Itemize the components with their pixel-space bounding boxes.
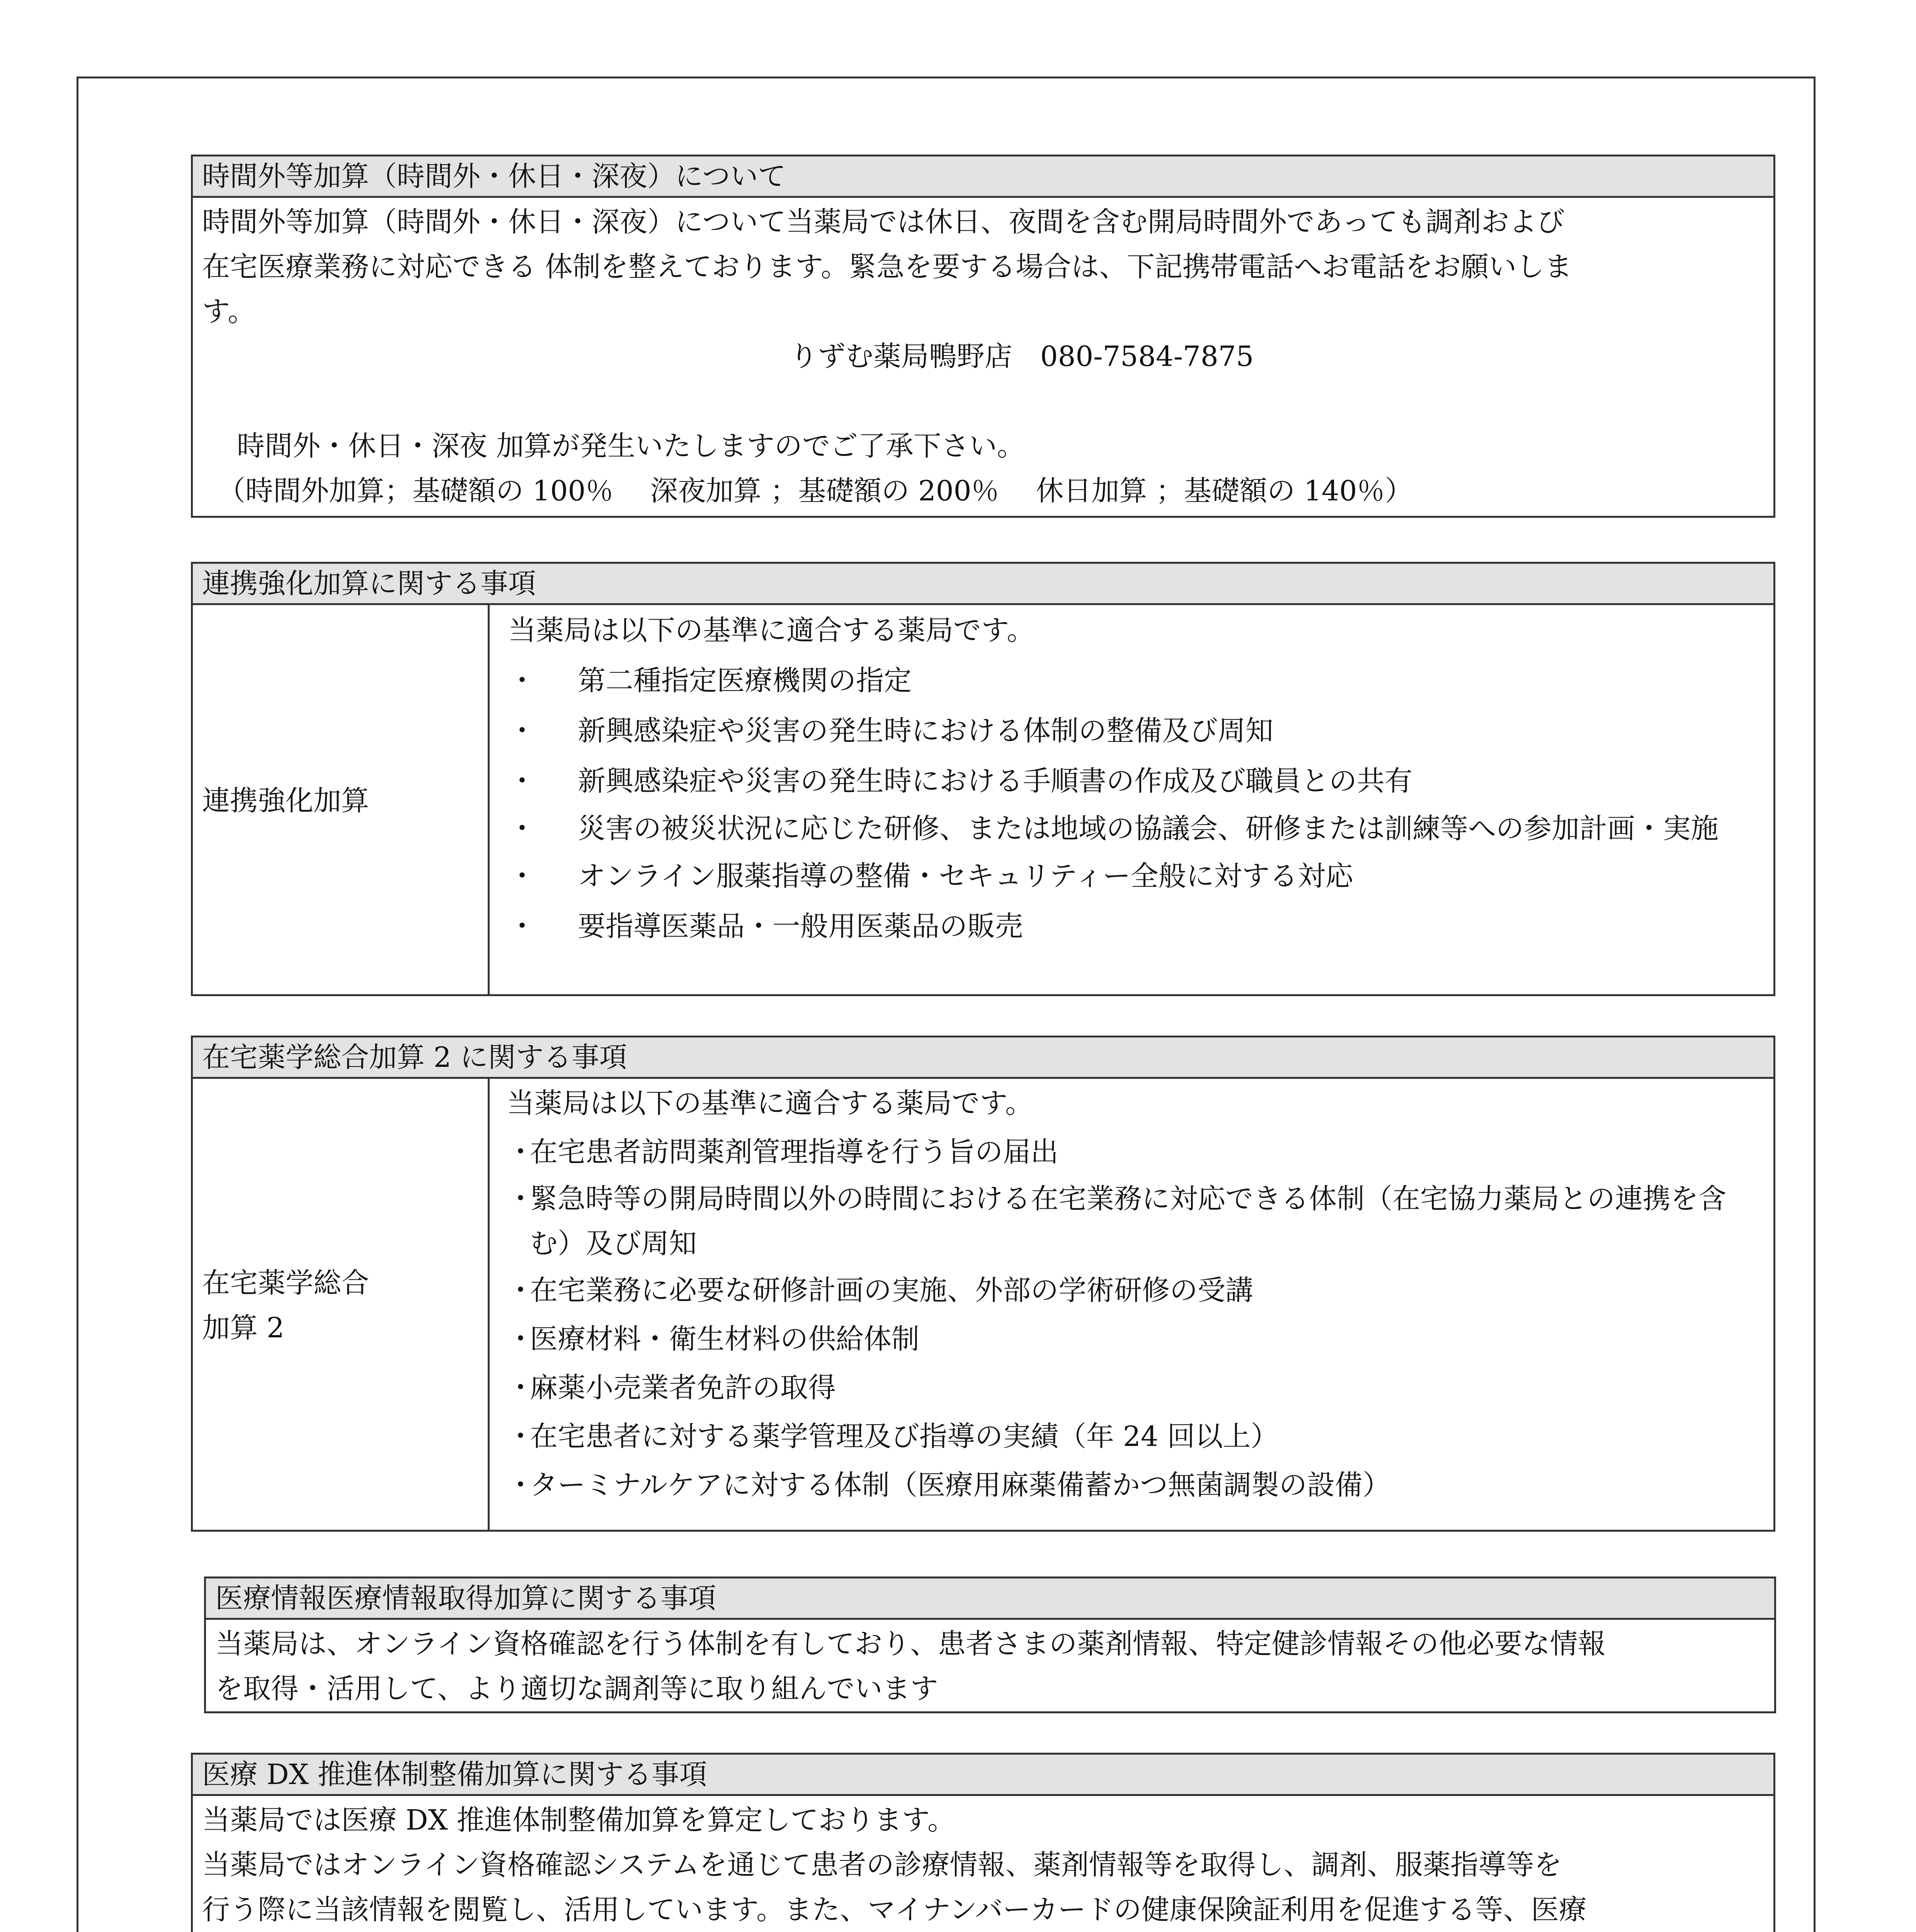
body-line: 時間外等加算（時間外・休日・深夜）について当薬局では休日、夜間を含む開局時間外であっても調剤および [202, 206, 1565, 238]
bullet: ・ [508, 812, 536, 845]
list-item-text: 災害の被災状況に応じた研修、または地域の協議会、研修または訓練等への参加計画・実施 [578, 812, 1719, 845]
list-item-text: 在宅患者に対する薬学管理及び指導の実績（年 24 回以上） [530, 1420, 1279, 1452]
bullet: ・ [508, 860, 536, 892]
list-item [508, 706, 1764, 756]
list-item-text: 在宅業務に必要な研修計画の実施、外部の学術研修の受講 [530, 1274, 1254, 1306]
list-item-text: 要指導医薬品・一般用医薬品の販売 [578, 910, 1023, 942]
list-item [507, 1363, 1764, 1412]
bullet: ・ [508, 910, 536, 942]
surcharge-rates: （時間外加算；基礎額の 100％ 深夜加算 ；基礎額の 200％ 休日加算 ；基礎額の 140％） [218, 474, 1413, 507]
bullet: ・ [507, 1469, 535, 1501]
list-item [507, 1128, 1764, 1176]
bullet: ・ [507, 1136, 535, 1168]
list-item [508, 901, 1764, 951]
list-item [508, 756, 1764, 806]
bullet: ・ [507, 1420, 535, 1452]
body-line: す。 [202, 295, 256, 328]
row-label-text: 連携強化加算 [202, 784, 369, 817]
section-home-pharmacy [191, 1036, 1775, 1532]
criteria-list [490, 605, 1773, 996]
criteria-intro: 当薬局は以下の基準に適合する薬局です。 [508, 614, 1035, 646]
list-item-text: 麻薬小売業者免許の取得 [530, 1371, 836, 1404]
list-item [507, 1315, 1764, 1363]
section-body [206, 1620, 1774, 1714]
list-item [507, 1461, 1764, 1509]
list-item-text: オンライン服薬指導の整備・セキュリティー全般に対する対応 [578, 860, 1353, 892]
list-item-text: 第二種指定医療機関の指定 [578, 664, 912, 697]
list-item [507, 1412, 1764, 1461]
body-line: 当薬局は、オンライン資格確認を行う体制を有しており、患者さまの薬剤情報、特定健診情報その他必要な情報 [215, 1628, 1606, 1660]
list-item-text: 新興感染症や災害の発生時における体制の整備及び周知 [578, 714, 1274, 747]
body-line: を取得・活用して、より適切な調剤等に取り組んでいます [215, 1672, 938, 1705]
bullet: ・ [507, 1323, 535, 1355]
list-item-text: ターミナルケアに対する体制（医療用麻薬備蓄かつ無菌調製の設備） [530, 1469, 1390, 1501]
body-line: 当薬局ではオンライン資格確認システムを通じて患者の診療情報、薬剤情報等を取得し、調剤、服薬指導等を [202, 1849, 1562, 1881]
bullet: ・ [508, 714, 536, 747]
section-header: 連携強化加算に関する事項 [193, 564, 1773, 605]
list-item [508, 851, 1764, 901]
list-item-text: 医療材料・衛生材料の供給体制 [530, 1323, 920, 1355]
criteria-intro: 当薬局は以下の基準に適合する薬局です。 [507, 1087, 1033, 1119]
section-medical-dx [191, 1753, 1775, 1932]
section-header: 医療情報医療情報取得加算に関する事項 [206, 1578, 1774, 1620]
bullet: ・ [507, 1274, 535, 1306]
list-item-text: 新興感染症や災害の発生時における手順書の作成及び職員との共有 [578, 765, 1413, 797]
section-overtime [191, 155, 1775, 518]
body-line: 行う際に当該情報を閲覧し、活用しています。また、マイナンバーカードの健康保険証利用を促進する等、医療 [202, 1893, 1587, 1926]
row-label [193, 1079, 490, 1532]
bullet: ・ [508, 664, 536, 697]
list-item [507, 1266, 1764, 1315]
row-label-text: 加算 2 [202, 1311, 284, 1344]
list-item [508, 806, 1764, 851]
list-item-text: 在宅患者訪問薬剤管理指導を行う旨の届出 [530, 1136, 1059, 1168]
section-medical-info [204, 1577, 1776, 1713]
section-header: 時間外等加算（時間外・休日・深夜）について [193, 156, 1773, 198]
body-line: 在宅医療業務に対応できる 体制を整えております。緊急を要する場合は、下記携帯電話へお電話をお願いしま [202, 250, 1572, 283]
section-body [193, 198, 1773, 516]
emergency-phone: りずむ薬局鴨野店 080-7584-7875 [790, 340, 1254, 372]
row-label [193, 605, 490, 996]
row-label-text: 在宅薬学総合 [202, 1267, 369, 1299]
section-body [193, 1796, 1773, 1932]
section-collaboration [191, 562, 1775, 996]
bullet: ・ [508, 765, 536, 797]
section-header: 在宅薬学総合加算 2 に関する事項 [193, 1037, 1773, 1079]
criteria-list [490, 1079, 1773, 1532]
bullet: ・ [507, 1182, 535, 1215]
body-line: 当薬局では医療 DX 推進体制整備加算を算定しております。 [202, 1804, 955, 1836]
bullet: ・ [507, 1371, 535, 1404]
list-item [508, 655, 1764, 706]
list-item [507, 1176, 1764, 1266]
surcharge-note: 時間外・休日・深夜 加算が発生いたしますのでご了承下さい。 [237, 430, 1025, 462]
list-item-text: 緊急時等の開局時間以外の時間における在宅業務に対応できる体制（在宅協力薬局との連携を含む）及び周知 [530, 1182, 1727, 1260]
section-header: 医療 DX 推進体制整備加算に関する事項 [193, 1755, 1773, 1796]
